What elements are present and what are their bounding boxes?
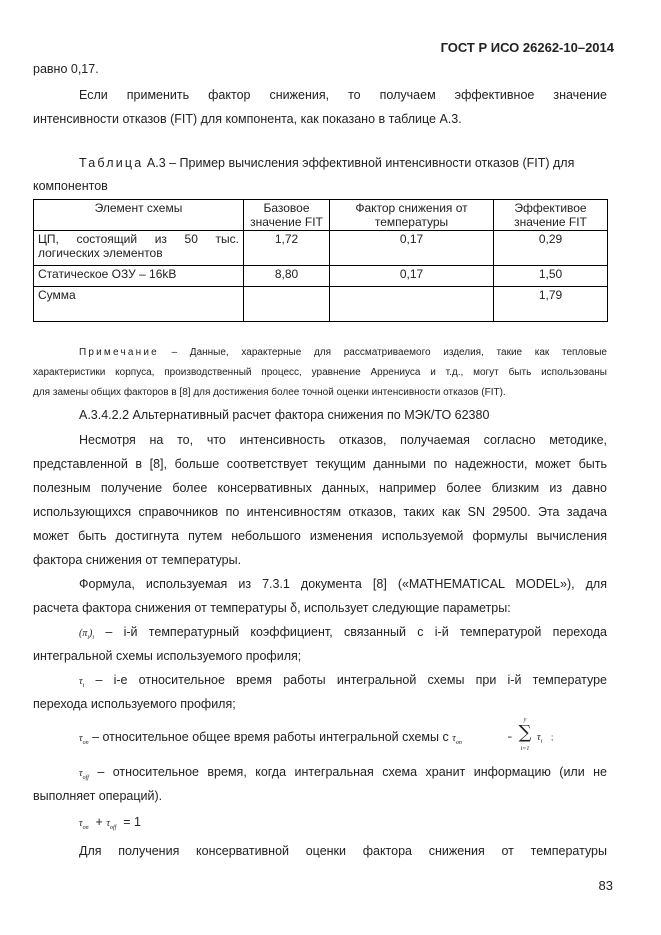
table-header-cell: Фактор снижения от температуры <box>330 200 494 231</box>
paragraph-line: выполняет операций). <box>33 789 163 803</box>
paragraph-line: полезным получение более консервативных данных, например более близким из давно <box>33 481 607 495</box>
math-tau-symbol: τ <box>79 733 83 744</box>
math-tau-on <box>79 818 89 829</box>
math-subscript: on <box>82 740 89 746</box>
paragraph-line: использующихся справочников по интенсивностям отказов, таких как SN 29500. Эта задача <box>33 505 607 519</box>
table-caption-text: A.3 – Пример вычисления эффективной интенсивности отказов (FIT) для <box>143 156 575 170</box>
param-text: – относительное время, когда интегральная схема хранит информацию (или не <box>88 765 607 779</box>
table-header-cell: Элемент схемы <box>34 200 244 231</box>
table-cell <box>330 287 494 322</box>
paragraph-line: представленной в [8], больше соответствует текущим данными по надежности, может быть <box>33 457 607 471</box>
math-tau-symbol: τ <box>79 676 83 687</box>
table-header-row <box>34 200 608 231</box>
math-tau-off <box>79 768 89 779</box>
note-line <box>79 344 607 362</box>
math-semicolon: ; <box>551 733 554 742</box>
table-row <box>34 231 608 266</box>
math-subscript: on <box>82 825 89 831</box>
math-tau-symbol: τ <box>452 733 456 744</box>
equation-line <box>79 815 141 831</box>
paragraph-line: фактора снижения от температуры. <box>33 553 242 567</box>
math-tau-i <box>537 732 542 745</box>
param-tauon-line <box>79 730 462 746</box>
table-cell: 0,17 <box>330 266 494 287</box>
math-subscript: i <box>82 683 85 689</box>
math-paren: ) <box>89 628 93 639</box>
paragraph-line: интегральной схемы используемого профиля; <box>33 649 302 663</box>
math-subscript: i <box>92 635 95 641</box>
math-subscript: i <box>540 739 543 745</box>
table-cell <box>244 287 330 322</box>
paragraph-line: Если применить фактор снижения, то получаем эффективное значение <box>79 88 607 102</box>
paragraph-line: интенсивности отказов (FIT) для компонента, как показано в таблице A.3. <box>33 112 462 126</box>
paragraph-line: расчета фактора снижения от температуры δ, использует следующие параметры: <box>33 601 511 615</box>
table-cell <box>34 231 244 266</box>
math-tau-on <box>79 733 89 744</box>
note-label: Примечание <box>79 347 159 358</box>
table-cell: 1,72 <box>244 231 330 266</box>
param-text: – относительное общее время работы интегральной схемы с <box>88 730 453 744</box>
math-sum-upper: y <box>523 717 527 723</box>
math-pi-expression <box>79 628 94 639</box>
table-header-cell: Эффективое значение FIT <box>494 200 608 231</box>
paragraph-line: может быть достигнута путем небольшого изменения используемой формулы вычисления <box>33 529 607 543</box>
math-tau-symbol: τ <box>79 768 83 779</box>
math-pi-symbol: π <box>82 628 88 639</box>
table-caption-cont: компонентов <box>33 179 108 193</box>
paragraph-line: равно 0,17. <box>33 62 99 76</box>
table-cell: 1,79 <box>494 287 608 322</box>
table-caption-label: Таблица <box>79 156 144 170</box>
table-row <box>34 266 608 287</box>
math-sum-symbol: ∑ <box>518 722 532 743</box>
page-number: 83 <box>598 878 613 893</box>
param-tauoff-line <box>79 765 607 781</box>
note-line: характеристики корпуса, производственный процесс, уравнение Аррениуса и т.д., могут быть использованы <box>33 367 607 378</box>
math-subscript: on <box>455 740 462 746</box>
math-subscript: off <box>82 775 89 781</box>
table-cell-line: ЦП, состоящий из 50 тыс. <box>38 232 239 246</box>
math-tau-on <box>452 733 462 744</box>
paragraph-line: перехода используемого профиля; <box>33 697 236 711</box>
math-subscript: i <box>87 635 90 641</box>
note-line: для замены общих факторов в [8] для достижения более точной оценки интенсивности отказов (FIT). <box>33 387 506 398</box>
math-paren: ( <box>79 628 83 639</box>
table-cell: 0,17 <box>330 231 494 266</box>
math-tau-symbol: τ <box>79 818 83 829</box>
table-cell: 0,29 <box>494 231 608 266</box>
table-cell: Сумма <box>34 287 244 322</box>
param-text: – i-й температурный коэффициент, связанный с i-й температурой перехода <box>94 625 607 639</box>
math-plus: + <box>95 815 103 829</box>
table-cell-line: логических элементов <box>38 246 163 260</box>
param-pi-line <box>79 625 607 641</box>
paragraph-line: Для получения консервативной оценки фактора снижения от температуры <box>79 844 607 858</box>
math-sum-lower: i=1 <box>520 746 530 752</box>
table-header-cell: Базовое значение FIT <box>244 200 330 231</box>
math-tau-symbol: τ <box>537 732 541 743</box>
note-text: – Данные, характерные для рассматриваемого изделия, такие как тепловые <box>158 347 607 358</box>
param-tau-line <box>79 673 607 689</box>
math-tau-symbol: τ <box>106 818 110 829</box>
equation-result: = 1 <box>123 815 141 829</box>
paragraph-line: Несмотря на то, что интенсивность отказов, получаемая согласно методике, <box>79 433 607 447</box>
table-cell: 8,80 <box>244 266 330 287</box>
table-caption <box>79 156 574 170</box>
math-tau-off <box>106 818 116 829</box>
math-equals: = <box>507 733 513 742</box>
paragraph-line: Формула, используемая из 7.3.1 документа [8] («MATHEMATICAL MODEL»), для <box>79 577 607 591</box>
param-text: – i-е относительное время работы интегральной схемы при i-й температуре <box>84 673 607 687</box>
document-header: ГОСТ Р ИСО 26262-10–2014 <box>440 40 614 55</box>
table-row <box>34 287 608 322</box>
table-cell: 1,50 <box>494 266 608 287</box>
math-subscript: off <box>109 825 117 831</box>
table-cell: Статическое ОЗУ – 16kВ <box>34 266 244 287</box>
section-heading: A.3.4.2.2 Альтернативный расчет фактора снижения по МЭК/ТО 62380 <box>79 408 490 422</box>
fit-table <box>33 199 608 322</box>
